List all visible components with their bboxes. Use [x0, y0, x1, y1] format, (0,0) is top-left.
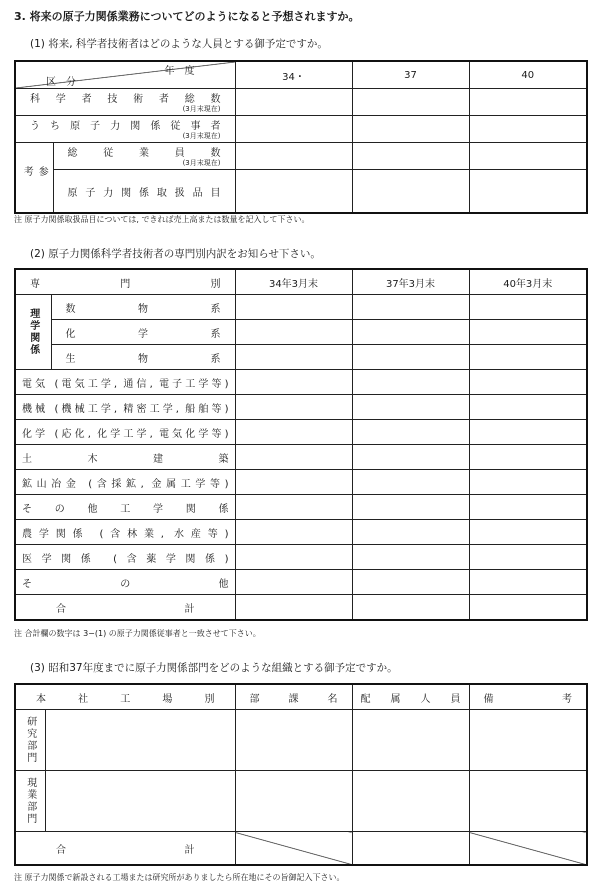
section-2-heading: (2) 原子力関係科学者技術者の専門別内訳をお知らせ下さい。 — [30, 248, 321, 260]
input-cell[interactable] — [352, 520, 469, 545]
col-header: 本 社 工 場 別 — [15, 684, 235, 710]
table-row — [15, 470, 587, 495]
row-label: そ の 他 — [15, 570, 235, 595]
input-cell[interactable] — [352, 143, 469, 170]
row-label: 鉱山冶金 (含採鉱, 金属工学等) — [15, 470, 235, 495]
input-cell[interactable] — [235, 771, 352, 832]
input-cell[interactable] — [45, 771, 235, 832]
section-3-note: 注 原子力関係で新設される工場または研究所がありましたら所在地にその旨御記入下さい。 — [14, 873, 345, 882]
input-cell[interactable] — [469, 295, 587, 320]
total-row — [15, 832, 587, 866]
col-header: 37年3月末 — [352, 269, 469, 295]
row-label: 化学 (応化, 化学工学, 電気化学等) — [15, 420, 235, 445]
total-label: 合 計 — [15, 595, 235, 621]
input-cell[interactable] — [235, 495, 352, 520]
row-label: 数 物 系 — [51, 295, 235, 320]
input-cell[interactable] — [352, 370, 469, 395]
input-cell[interactable] — [235, 143, 352, 170]
row-label: 医学関係 (含薬学関係) — [15, 545, 235, 570]
row-label: 総 従 業 員 数 — [67, 148, 221, 159]
table-row — [15, 345, 587, 370]
table-row — [15, 520, 587, 545]
table-row — [15, 545, 587, 570]
rigaku-label: 理学関係 — [27, 308, 39, 356]
row-label: 生 物 系 — [51, 345, 235, 370]
input-cell[interactable] — [352, 595, 469, 621]
group-label: 研究部門 — [24, 716, 36, 764]
total-row — [15, 595, 587, 621]
input-cell[interactable] — [235, 520, 352, 545]
col-header: 34年3月末 — [235, 269, 352, 295]
input-cell[interactable] — [352, 170, 469, 214]
input-cell[interactable] — [469, 710, 587, 771]
input-cell[interactable] — [235, 370, 352, 395]
input-cell[interactable] — [469, 143, 587, 170]
input-cell[interactable] — [235, 445, 352, 470]
group-label-cell — [15, 710, 45, 771]
col-header: 部 課 名 — [235, 684, 352, 710]
table-row — [15, 295, 587, 320]
rigaku-group-cell — [15, 295, 51, 370]
header-senmon: 専 門 別 — [15, 269, 235, 295]
input-cell[interactable] — [352, 89, 469, 116]
input-cell[interactable] — [352, 295, 469, 320]
input-cell[interactable] — [469, 470, 587, 495]
input-cell[interactable] — [235, 345, 352, 370]
input-cell[interactable] — [235, 89, 352, 116]
sanko-group-cell — [15, 143, 53, 214]
header-nendo: 年 度 — [164, 66, 195, 77]
row-label: 化 学 系 — [51, 320, 235, 345]
row-label: 土 木 建 築 — [15, 445, 235, 470]
table-row — [15, 116, 587, 143]
col-header: 配 属 人 員 — [352, 684, 469, 710]
input-cell[interactable] — [352, 320, 469, 345]
table-row — [15, 370, 587, 395]
group-label: 現業部門 — [24, 777, 36, 825]
input-cell[interactable] — [469, 345, 587, 370]
total-label: 合 計 — [15, 832, 235, 866]
row-label-cell — [15, 116, 235, 143]
input-cell[interactable] — [469, 495, 587, 520]
section-3-heading: (3) 昭和37年度までに原子力関係部門をどのような組織とする御予定ですか。 — [30, 662, 398, 674]
input-cell[interactable] — [235, 420, 352, 445]
input-cell[interactable] — [235, 395, 352, 420]
input-cell[interactable] — [235, 320, 352, 345]
diagonal-cell — [469, 832, 587, 866]
input-cell[interactable] — [352, 345, 469, 370]
table-row — [15, 771, 587, 832]
header-diagonal-cell — [15, 61, 235, 89]
row-sublabel: (3月末現在) — [182, 132, 221, 140]
sanko-label: 参 考 — [21, 165, 48, 214]
row-label: 電気 (電気工学, 通信, 電子工学等) — [15, 370, 235, 395]
specialty-breakdown-table — [14, 268, 588, 621]
input-cell[interactable] — [469, 595, 587, 621]
question-title: 3. 将来の原子力関係業務についてどのようになると予想されますか。 — [14, 10, 360, 23]
input-cell[interactable] — [469, 320, 587, 345]
input-cell[interactable] — [469, 520, 587, 545]
input-cell[interactable] — [469, 445, 587, 470]
input-cell[interactable] — [469, 545, 587, 570]
table-row — [15, 420, 587, 445]
year-header: 40 — [469, 61, 587, 89]
input-cell[interactable] — [235, 710, 352, 771]
table-row — [15, 445, 587, 470]
section-1-note: 注 原子力関係取扱品目については, できれば売上高または数量を記入して下さい。 — [14, 215, 310, 224]
col-header: 備 考 — [469, 684, 587, 710]
row-label: 原子力関係取扱品目 — [67, 187, 221, 199]
col-header: 40年3月末 — [469, 269, 587, 295]
organization-table — [14, 683, 588, 866]
input-cell[interactable] — [469, 771, 587, 832]
table-row — [15, 395, 587, 420]
input-cell[interactable] — [469, 395, 587, 420]
input-cell[interactable] — [352, 545, 469, 570]
input-cell[interactable] — [235, 595, 352, 621]
row-label: うち原子力関係従事者 — [30, 121, 221, 132]
row-label: 農学関係 (含林業, 水産等) — [15, 520, 235, 545]
input-cell[interactable] — [352, 116, 469, 143]
row-label-cell — [53, 143, 235, 170]
input-cell[interactable] — [352, 470, 469, 495]
diagonal-cell — [235, 832, 352, 866]
table-row — [15, 320, 587, 345]
input-cell[interactable] — [352, 710, 469, 771]
input-cell[interactable] — [469, 116, 587, 143]
input-cell[interactable] — [469, 370, 587, 395]
table-header-row — [15, 269, 587, 295]
row-label: そ の 他 工 学 関 係 — [15, 495, 235, 520]
input-cell[interactable] — [469, 570, 587, 595]
row-label-cell — [53, 170, 235, 214]
input-cell[interactable] — [235, 470, 352, 495]
input-cell[interactable] — [235, 295, 352, 320]
input-cell[interactable] — [235, 170, 352, 214]
section-2-note: 注 合計欄の数字は 3−(1) の原子力関係従事者と一致させて下さい。 — [14, 629, 261, 638]
table-header-row — [15, 684, 587, 710]
input-cell[interactable] — [352, 570, 469, 595]
section-1-heading: (1) 将来, 科学者技術者はどのような人員とする御予定ですか。 — [30, 38, 328, 50]
row-sublabel: (3月末現在) — [182, 105, 221, 113]
input-cell[interactable] — [352, 395, 469, 420]
row-label: 機械 (機械工学, 精密工学, 船舶等) — [15, 395, 235, 420]
input-cell[interactable] — [469, 89, 587, 116]
input-cell[interactable] — [45, 710, 235, 771]
table-row — [15, 570, 587, 595]
input-cell[interactable] — [235, 116, 352, 143]
row-label-cell — [15, 89, 235, 116]
input-cell[interactable] — [352, 445, 469, 470]
input-cell[interactable] — [352, 771, 469, 832]
input-cell[interactable] — [235, 570, 352, 595]
table-header-row — [15, 61, 587, 89]
table-row — [15, 710, 587, 771]
table-row — [15, 89, 587, 116]
table-row — [15, 143, 587, 170]
year-header: 34・ — [235, 61, 352, 89]
staff-projection-table — [14, 60, 588, 214]
year-header: 37 — [352, 61, 469, 89]
table-row — [15, 495, 587, 520]
input-cell[interactable] — [469, 170, 587, 214]
row-label: 科学者技術者総数 — [30, 94, 221, 105]
input-cell[interactable] — [352, 832, 469, 866]
input-cell[interactable] — [352, 495, 469, 520]
header-kubun: 区 分 — [46, 77, 76, 88]
table-row — [15, 170, 587, 214]
group-label-cell — [15, 771, 45, 832]
row-sublabel: (3月末現在) — [182, 159, 221, 167]
input-cell[interactable] — [469, 420, 587, 445]
input-cell[interactable] — [352, 420, 469, 445]
input-cell[interactable] — [235, 545, 352, 570]
